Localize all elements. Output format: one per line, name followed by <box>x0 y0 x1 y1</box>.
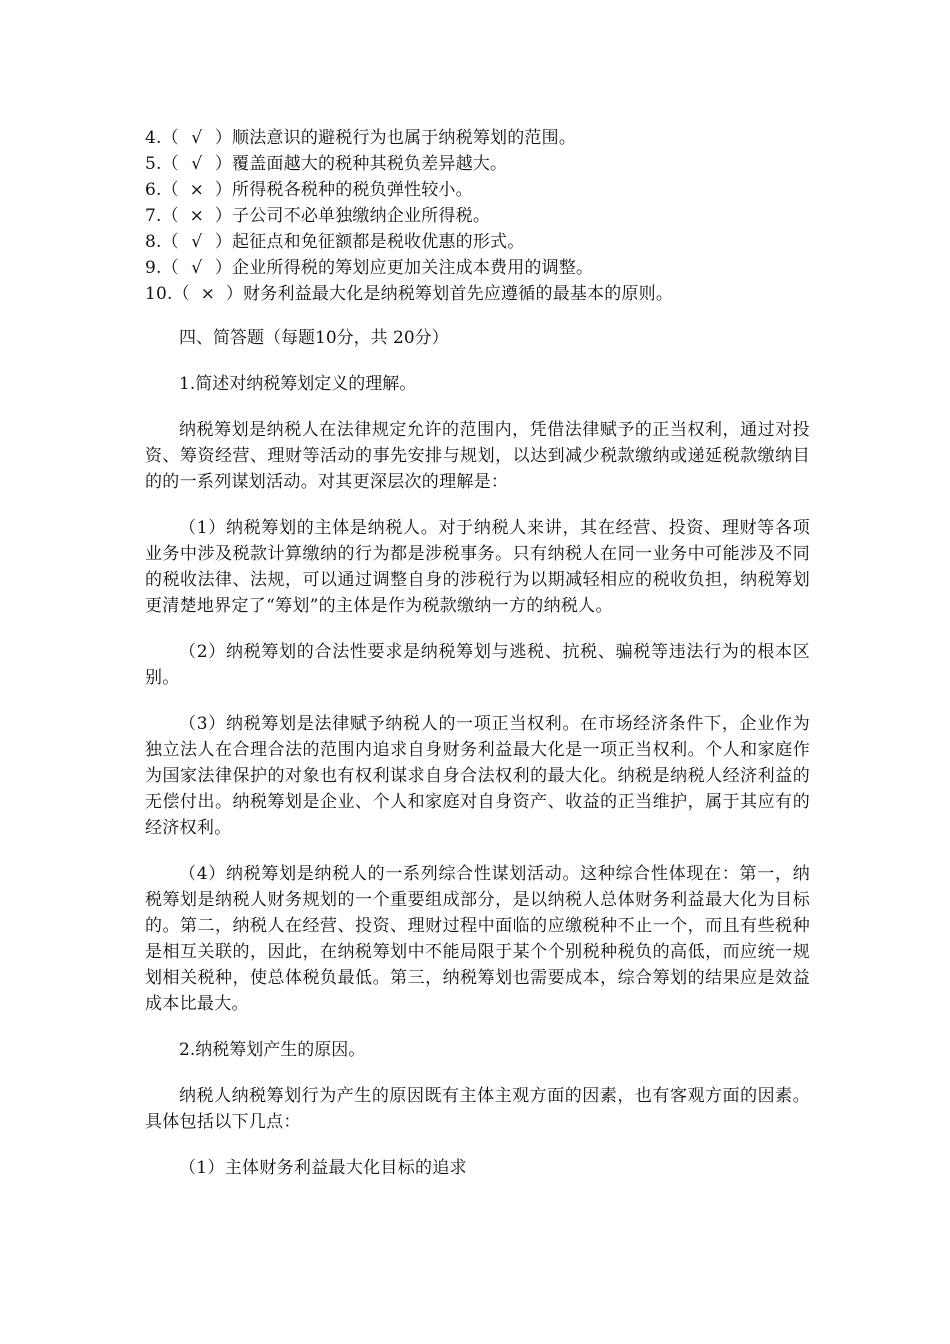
check-mark: √ <box>191 258 203 278</box>
question-title: 1.简述对纳税筹划定义的理解。 <box>179 374 417 394</box>
true-false-list <box>145 125 810 307</box>
answer-paragraph: 纳税筹划是纳税人在法律规定允许的范围内，凭借法律赋予的正当权利，通过对投资、筹资经营、理财等活动的事先安排与规划，以达到减少税款缴纳或递延税款缴纳目的的一系列谋划活动。对其更深层次的理解是： <box>145 420 810 492</box>
answer-point: （2）纳税筹划的合法性要求是纳税筹划与逃税、抗税、骗税等违法行为的根本区别。 <box>145 642 810 688</box>
list-item: 9.（ √ ）企业所得税的筹划应更加关注成本费用的调整。 <box>145 255 810 281</box>
list-item: 10.（ × ）财务利益最大化是纳税筹划首先应遵循的最基本的原则。 <box>145 281 810 307</box>
answer-point: （4）纳税筹划是纳税人的一系列综合性谋划活动。这种综合性体现在：第一，纳税筹划是纳税人财务规划的一个重要组成部分，是以纳税人总体财务利益最大化为目标的。第二，纳税人在经营、投资、理财过程中面临的应缴税种不止一个，而且有些税种是相互关联的，因此，在纳税筹划中不能局限于某个个别税种税负的高低，而应统一规划相关税种，使总体税负最低。第三，纳税筹划也需要成本，综合筹划的结果应是效益成本比最大。 <box>145 864 810 1014</box>
cross-mark: × <box>189 206 205 226</box>
check-mark: √ <box>191 154 203 174</box>
check-mark: √ <box>191 128 203 148</box>
cross-mark: × <box>200 284 216 304</box>
answer-point: （3）纳税筹划是法律赋予纳税人的一项正当权利。在市场经济条件下，企业作为独立法人在合理合法的范围内追求自身财务利益最大化是一项正当权利。个人和家庭作为国家法律保护的对象也有权利谋求自身合法权利的最大化。纳税是纳税人经济利益的无偿付出。纳税筹划是企业、个人和家庭对自身资产、收益的正当维护，属于其应有的经济权利。 <box>145 714 810 838</box>
list-item: 8.（ √ ）起征点和免征额都是税收优惠的形式。 <box>145 229 810 255</box>
list-item: 5.（ √ ）覆盖面越大的税种其税负差异越大。 <box>145 151 810 177</box>
check-mark: √ <box>191 232 203 252</box>
document-page <box>145 125 810 1181</box>
list-item: 6.（ × ）所得税各税种的税负弹性较小。 <box>145 177 810 203</box>
answer-paragraph: 纳税人纳税筹划行为产生的原因既有主体主观方面的因素，也有客观方面的因素。具体包括以下几点： <box>145 1086 810 1132</box>
answer-point: （1）纳税筹划的主体是纳税人。对于纳税人来讲，其在经营、投资、理财等各项业务中涉及税款计算缴纳的行为都是涉税事务。只有纳税人在同一业务中可能涉及不同的税收法律、法规，可以通过调整自身的涉税行为以期减轻相应的税收负担，纳税筹划更清楚地界定了“筹划”的主体是作为税款缴纳一方的纳税人。 <box>145 518 810 616</box>
question-title: 2.纳税筹划产生的原因。 <box>179 1040 366 1060</box>
list-item: 4.（ √ ）顺法意识的避税行为也属于纳税筹划的范围。 <box>145 125 810 151</box>
cross-mark: × <box>189 180 205 200</box>
section-heading: 四、简答题（每题10分，共 20分） <box>179 328 449 348</box>
answer-point: （1）主体财务利益最大化目标的追求 <box>179 1158 467 1178</box>
list-item: 7.（ × ）子公司不必单独缴纳企业所得税。 <box>145 203 810 229</box>
